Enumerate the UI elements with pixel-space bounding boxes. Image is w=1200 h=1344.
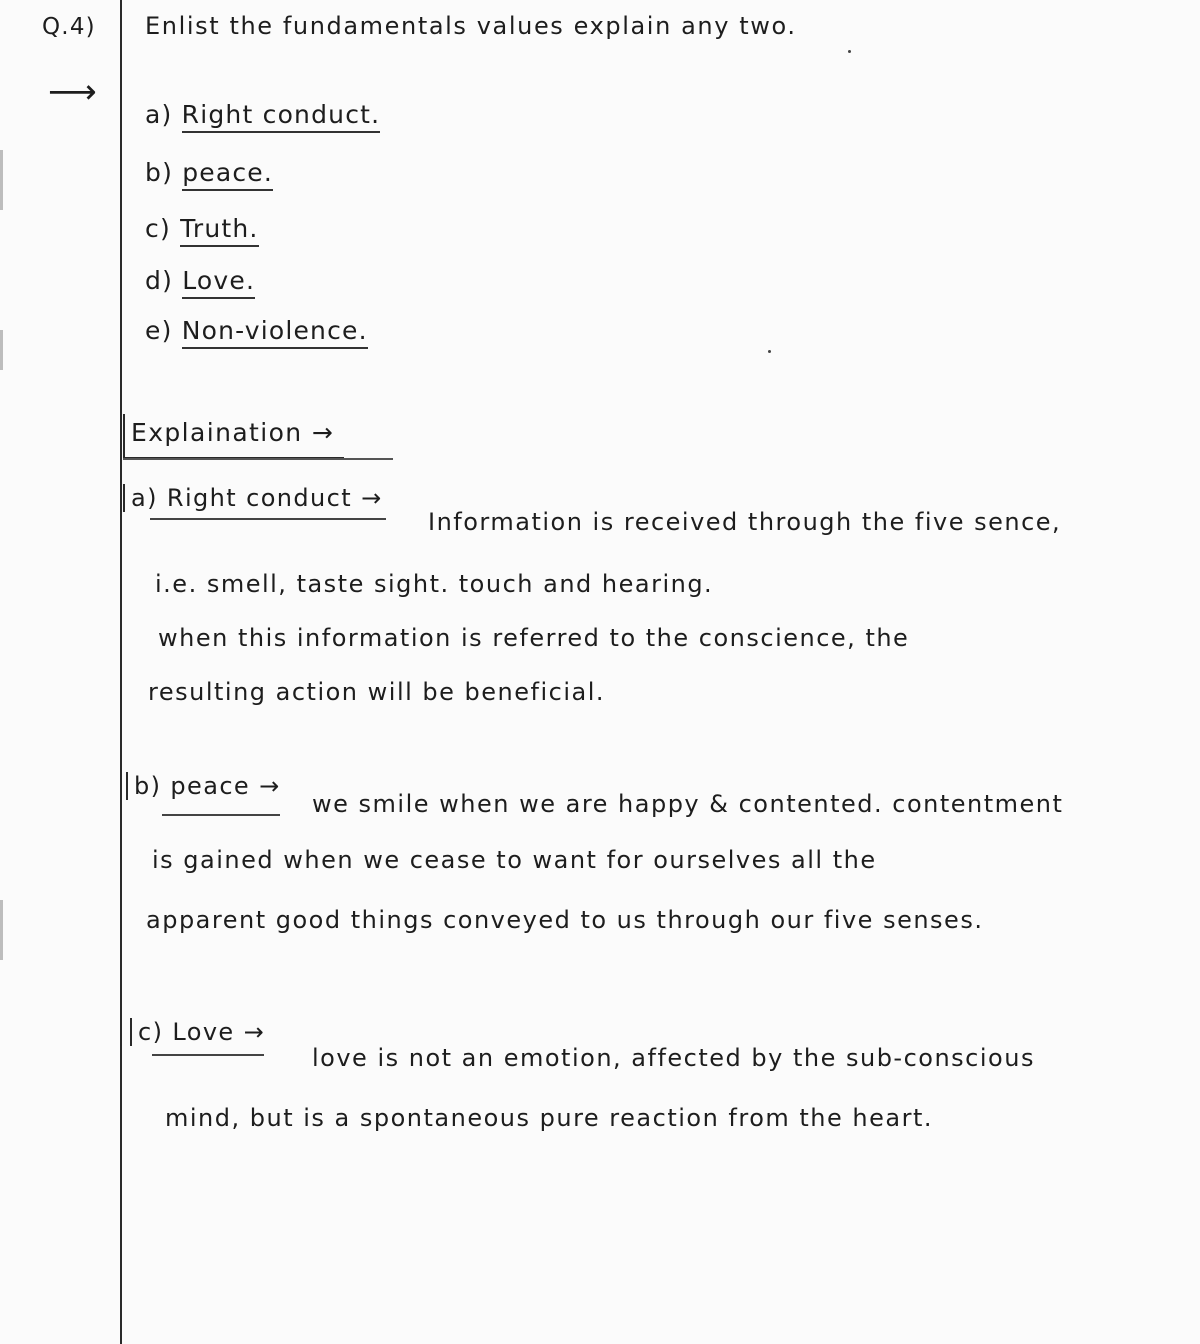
- section-line: is gained when we cease to want for ourselves all the: [152, 846, 877, 874]
- value-marker: e): [145, 316, 173, 345]
- section-line: we smile when we are happy & contented. contentment: [312, 790, 1064, 818]
- page-edge-mark: [0, 150, 3, 210]
- page-edge-mark: [0, 900, 3, 960]
- section-line: Information is received through the five sence,: [428, 508, 1062, 536]
- question-prompt: Enlist the fundamentals values explain any two.: [145, 12, 797, 40]
- value-item-e: [145, 316, 368, 345]
- value-text: peace.: [182, 158, 273, 191]
- pen-dot: [768, 350, 771, 353]
- section-line: love is not an emotion, affected by the sub-conscious: [312, 1044, 1035, 1072]
- section-heading-love: c) Love →: [130, 1018, 265, 1046]
- value-item-a: [145, 100, 380, 129]
- section-line: when this information is referred to the conscience, the: [158, 624, 910, 652]
- value-item-b: [145, 158, 273, 187]
- pen-dot: [848, 50, 851, 53]
- question-number: Q.4): [42, 14, 96, 40]
- section-line: resulting action will be beneficial.: [148, 678, 605, 706]
- answer-arrow-icon: ⟶: [48, 72, 97, 112]
- value-marker: c): [145, 214, 171, 243]
- section-heading-right-conduct: a) Right conduct →: [123, 484, 383, 512]
- value-marker: b): [145, 158, 174, 187]
- section-line: apparent good things conveyed to us through our five senses.: [146, 906, 984, 934]
- section-line: mind, but is a spontaneous pure reaction from the heart.: [165, 1104, 933, 1132]
- value-item-d: [145, 266, 255, 295]
- page-edge-mark: [0, 330, 3, 370]
- value-marker: d): [145, 266, 174, 295]
- value-marker: a): [145, 100, 173, 129]
- value-text: Truth.: [180, 214, 259, 247]
- section-underline: [162, 814, 280, 816]
- heading-underline: [123, 458, 393, 460]
- explanation-heading: Explaination →: [123, 414, 344, 459]
- value-text: Non-violence.: [182, 316, 368, 349]
- section-underline: [152, 1054, 264, 1056]
- margin-rule: [120, 0, 122, 1344]
- value-text: Love.: [182, 266, 255, 299]
- value-item-c: [145, 214, 259, 243]
- section-underline: [150, 518, 386, 520]
- value-text: Right conduct.: [182, 100, 381, 133]
- section-line: i.e. smell, taste sight. touch and hearing.: [155, 570, 714, 598]
- section-heading-peace: b) peace →: [126, 772, 281, 800]
